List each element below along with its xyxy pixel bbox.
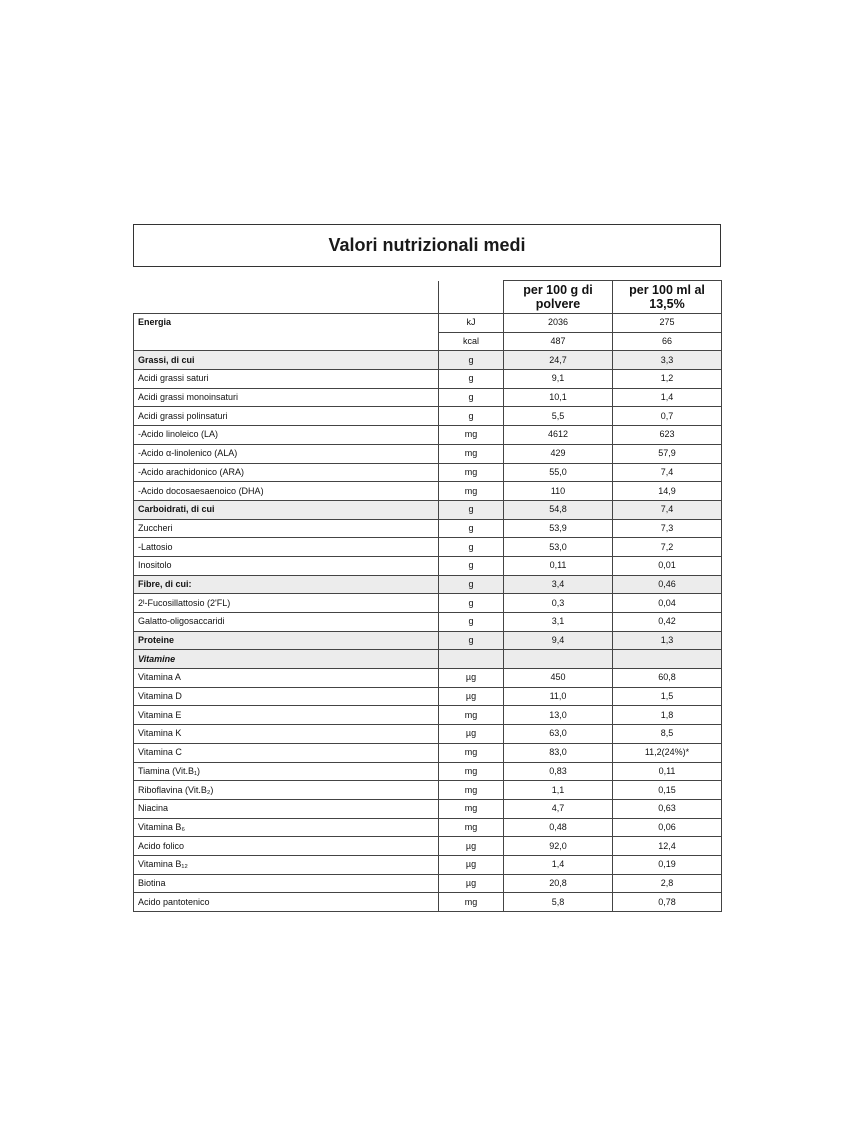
header-per-100g: per 100 g di polvere bbox=[504, 281, 613, 314]
header-per-100ml: per 100 ml al 13,5% bbox=[613, 281, 722, 314]
row-value-per-100g: 450 bbox=[504, 669, 613, 688]
table-row bbox=[134, 444, 722, 463]
table-row bbox=[134, 687, 722, 706]
row-value-per-100g: 0,11 bbox=[504, 556, 613, 575]
row-name: -Acido docosaesaenoico (DHA) bbox=[134, 482, 439, 501]
row-name: Galatto-oligosaccaridi bbox=[134, 613, 439, 632]
row-value-per-100ml: 0,78 bbox=[613, 893, 722, 912]
row-unit: mg bbox=[439, 818, 504, 837]
row-name: Zuccheri bbox=[134, 519, 439, 538]
row-name: Carboidrati, di cui bbox=[134, 500, 439, 519]
row-value-per-100g: 83,0 bbox=[504, 743, 613, 762]
row-value-per-100ml: 7,4 bbox=[613, 500, 722, 519]
row-unit: µg bbox=[439, 725, 504, 744]
row-value-per-100ml: 0,19 bbox=[613, 855, 722, 874]
row-value-per-100ml bbox=[613, 650, 722, 669]
row-name: Riboflavina (Vit.B₂) bbox=[134, 781, 439, 800]
row-name: Vitamina B₆ bbox=[134, 818, 439, 837]
row-value-per-100g: 55,0 bbox=[504, 463, 613, 482]
table-row bbox=[134, 631, 722, 650]
row-value-per-100g: 5,5 bbox=[504, 407, 613, 426]
row-value-per-100ml: 0,63 bbox=[613, 799, 722, 818]
row-name: -Lattosio bbox=[134, 538, 439, 557]
row-unit bbox=[439, 650, 504, 669]
row-value-per-100ml: 0,06 bbox=[613, 818, 722, 837]
row-name: Proteine bbox=[134, 631, 439, 650]
table-row bbox=[134, 519, 722, 538]
table-row bbox=[134, 837, 722, 856]
row-name: Acidi grassi monoinsaturi bbox=[134, 388, 439, 407]
row-unit: g bbox=[439, 407, 504, 426]
row-value-per-100g: 11,0 bbox=[504, 687, 613, 706]
row-value-per-100g: 5,8 bbox=[504, 893, 613, 912]
row-value-per-100ml: 3,3 bbox=[613, 351, 722, 370]
row-unit: mg bbox=[439, 762, 504, 781]
table-row bbox=[134, 893, 722, 912]
row-value-per-100g: 24,7 bbox=[504, 351, 613, 370]
row-name: Energia bbox=[134, 314, 439, 351]
row-unit: mg bbox=[439, 781, 504, 800]
row-value-per-100g: 1,4 bbox=[504, 855, 613, 874]
row-value-per-100g: 429 bbox=[504, 444, 613, 463]
row-name: Acido pantotenico bbox=[134, 893, 439, 912]
row-value-per-100ml: 8,5 bbox=[613, 725, 722, 744]
row-value-per-100g: 0,3 bbox=[504, 594, 613, 613]
row-value-per-100ml: 57,9 bbox=[613, 444, 722, 463]
table-row bbox=[134, 594, 722, 613]
row-unit: kJ bbox=[439, 314, 504, 333]
row-value-per-100g: 487 bbox=[504, 332, 613, 351]
table-row bbox=[134, 706, 722, 725]
table-row bbox=[134, 743, 722, 762]
row-name: Vitamina C bbox=[134, 743, 439, 762]
row-value-per-100ml: 7,4 bbox=[613, 463, 722, 482]
row-unit: g bbox=[439, 538, 504, 557]
row-unit: mg bbox=[439, 482, 504, 501]
row-value-per-100ml: 0,42 bbox=[613, 613, 722, 632]
row-unit: g bbox=[439, 500, 504, 519]
table-row bbox=[134, 538, 722, 557]
table-row bbox=[134, 818, 722, 837]
table-row bbox=[134, 855, 722, 874]
row-value-per-100ml: 0,7 bbox=[613, 407, 722, 426]
row-value-per-100g: 20,8 bbox=[504, 874, 613, 893]
row-name: -Acido arachidonico (ARA) bbox=[134, 463, 439, 482]
row-name: Biotina bbox=[134, 874, 439, 893]
row-value-per-100ml: 14,9 bbox=[613, 482, 722, 501]
row-name: Tiamina (Vit.B₁) bbox=[134, 762, 439, 781]
row-name: Vitamina E bbox=[134, 706, 439, 725]
table-row bbox=[134, 781, 722, 800]
table-row bbox=[134, 799, 722, 818]
row-value-per-100ml: 0,01 bbox=[613, 556, 722, 575]
row-unit: g bbox=[439, 575, 504, 594]
row-unit: g bbox=[439, 631, 504, 650]
row-unit: kcal bbox=[439, 332, 504, 351]
row-name: Vitamina B₁₂ bbox=[134, 855, 439, 874]
row-value-per-100ml: 623 bbox=[613, 426, 722, 445]
row-name: 2ᴵ-Fucosillattosio (2'FL) bbox=[134, 594, 439, 613]
row-unit: mg bbox=[439, 426, 504, 445]
row-value-per-100ml: 11,2(24%)* bbox=[613, 743, 722, 762]
row-value-per-100ml: 1,2 bbox=[613, 370, 722, 389]
row-unit: mg bbox=[439, 799, 504, 818]
row-unit: mg bbox=[439, 706, 504, 725]
row-value-per-100ml: 0,15 bbox=[613, 781, 722, 800]
row-unit: µg bbox=[439, 687, 504, 706]
table-row bbox=[134, 669, 722, 688]
row-unit: g bbox=[439, 613, 504, 632]
row-value-per-100g: 4612 bbox=[504, 426, 613, 445]
row-name: Vitamina D bbox=[134, 687, 439, 706]
table-row bbox=[134, 500, 722, 519]
row-unit: g bbox=[439, 519, 504, 538]
row-unit: µg bbox=[439, 874, 504, 893]
table-row bbox=[134, 762, 722, 781]
row-value-per-100g: 10,1 bbox=[504, 388, 613, 407]
row-unit: mg bbox=[439, 444, 504, 463]
row-name: Acidi grassi saturi bbox=[134, 370, 439, 389]
header-blank-cell bbox=[134, 281, 439, 314]
row-unit: g bbox=[439, 594, 504, 613]
row-value-per-100g: 92,0 bbox=[504, 837, 613, 856]
row-value-per-100g: 54,8 bbox=[504, 500, 613, 519]
row-value-per-100g: 0,83 bbox=[504, 762, 613, 781]
row-value-per-100ml: 1,8 bbox=[613, 706, 722, 725]
table-row bbox=[134, 388, 722, 407]
row-value-per-100g: 63,0 bbox=[504, 725, 613, 744]
table-row bbox=[134, 370, 722, 389]
row-value-per-100g: 1,1 bbox=[504, 781, 613, 800]
table-row-energy-kj bbox=[134, 314, 722, 333]
table-row bbox=[134, 613, 722, 632]
table-row bbox=[134, 426, 722, 445]
row-value-per-100ml: 1,4 bbox=[613, 388, 722, 407]
row-value-per-100ml: 2,8 bbox=[613, 874, 722, 893]
row-value-per-100ml: 0,04 bbox=[613, 594, 722, 613]
row-unit: µg bbox=[439, 855, 504, 874]
row-name: -Acido linoleico (LA) bbox=[134, 426, 439, 445]
table-header-row bbox=[134, 281, 722, 314]
row-name: Vitamina A bbox=[134, 669, 439, 688]
row-name: Vitamine bbox=[134, 650, 439, 669]
nutrition-table bbox=[133, 280, 722, 912]
row-value-per-100ml: 0,46 bbox=[613, 575, 722, 594]
row-value-per-100ml: 1,5 bbox=[613, 687, 722, 706]
row-unit: µg bbox=[439, 669, 504, 688]
row-value-per-100g: 3,4 bbox=[504, 575, 613, 594]
row-name: Niacina bbox=[134, 799, 439, 818]
row-name: Acidi grassi polinsaturi bbox=[134, 407, 439, 426]
table-row bbox=[134, 351, 722, 370]
row-value-per-100ml: 7,3 bbox=[613, 519, 722, 538]
row-value-per-100g: 9,4 bbox=[504, 631, 613, 650]
row-unit: mg bbox=[439, 893, 504, 912]
row-value-per-100g: 2036 bbox=[504, 314, 613, 333]
row-value-per-100g: 110 bbox=[504, 482, 613, 501]
row-name: Fibre, di cui: bbox=[134, 575, 439, 594]
row-value-per-100g: 53,9 bbox=[504, 519, 613, 538]
row-value-per-100ml: 0,11 bbox=[613, 762, 722, 781]
row-value-per-100ml: 60,8 bbox=[613, 669, 722, 688]
row-unit: mg bbox=[439, 463, 504, 482]
row-value-per-100ml: 1,3 bbox=[613, 631, 722, 650]
row-value-per-100ml: 275 bbox=[613, 314, 722, 333]
row-value-per-100g: 9,1 bbox=[504, 370, 613, 389]
row-unit: g bbox=[439, 388, 504, 407]
page-title: Valori nutrizionali medi bbox=[133, 224, 721, 267]
row-value-per-100ml: 7,2 bbox=[613, 538, 722, 557]
row-value-per-100g: 0,48 bbox=[504, 818, 613, 837]
table-row bbox=[134, 650, 722, 669]
table-row bbox=[134, 407, 722, 426]
row-name: Grassi, di cui bbox=[134, 351, 439, 370]
row-unit: mg bbox=[439, 743, 504, 762]
row-name: -Acido α-linolenico (ALA) bbox=[134, 444, 439, 463]
row-value-per-100g: 13,0 bbox=[504, 706, 613, 725]
row-value-per-100g: 3,1 bbox=[504, 613, 613, 632]
row-value-per-100g bbox=[504, 650, 613, 669]
table-row bbox=[134, 463, 722, 482]
row-value-per-100g: 4,7 bbox=[504, 799, 613, 818]
table-row bbox=[134, 575, 722, 594]
row-value-per-100ml: 12,4 bbox=[613, 837, 722, 856]
row-value-per-100g: 53,0 bbox=[504, 538, 613, 557]
table-row bbox=[134, 556, 722, 575]
row-unit: g bbox=[439, 556, 504, 575]
row-unit: µg bbox=[439, 837, 504, 856]
table-row bbox=[134, 482, 722, 501]
row-name: Acido folico bbox=[134, 837, 439, 856]
header-blank-cell bbox=[439, 281, 504, 314]
row-value-per-100ml: 66 bbox=[613, 332, 722, 351]
table-row bbox=[134, 725, 722, 744]
row-name: Inositolo bbox=[134, 556, 439, 575]
row-name: Vitamina K bbox=[134, 725, 439, 744]
row-unit: g bbox=[439, 351, 504, 370]
row-unit: g bbox=[439, 370, 504, 389]
table-row bbox=[134, 874, 722, 893]
